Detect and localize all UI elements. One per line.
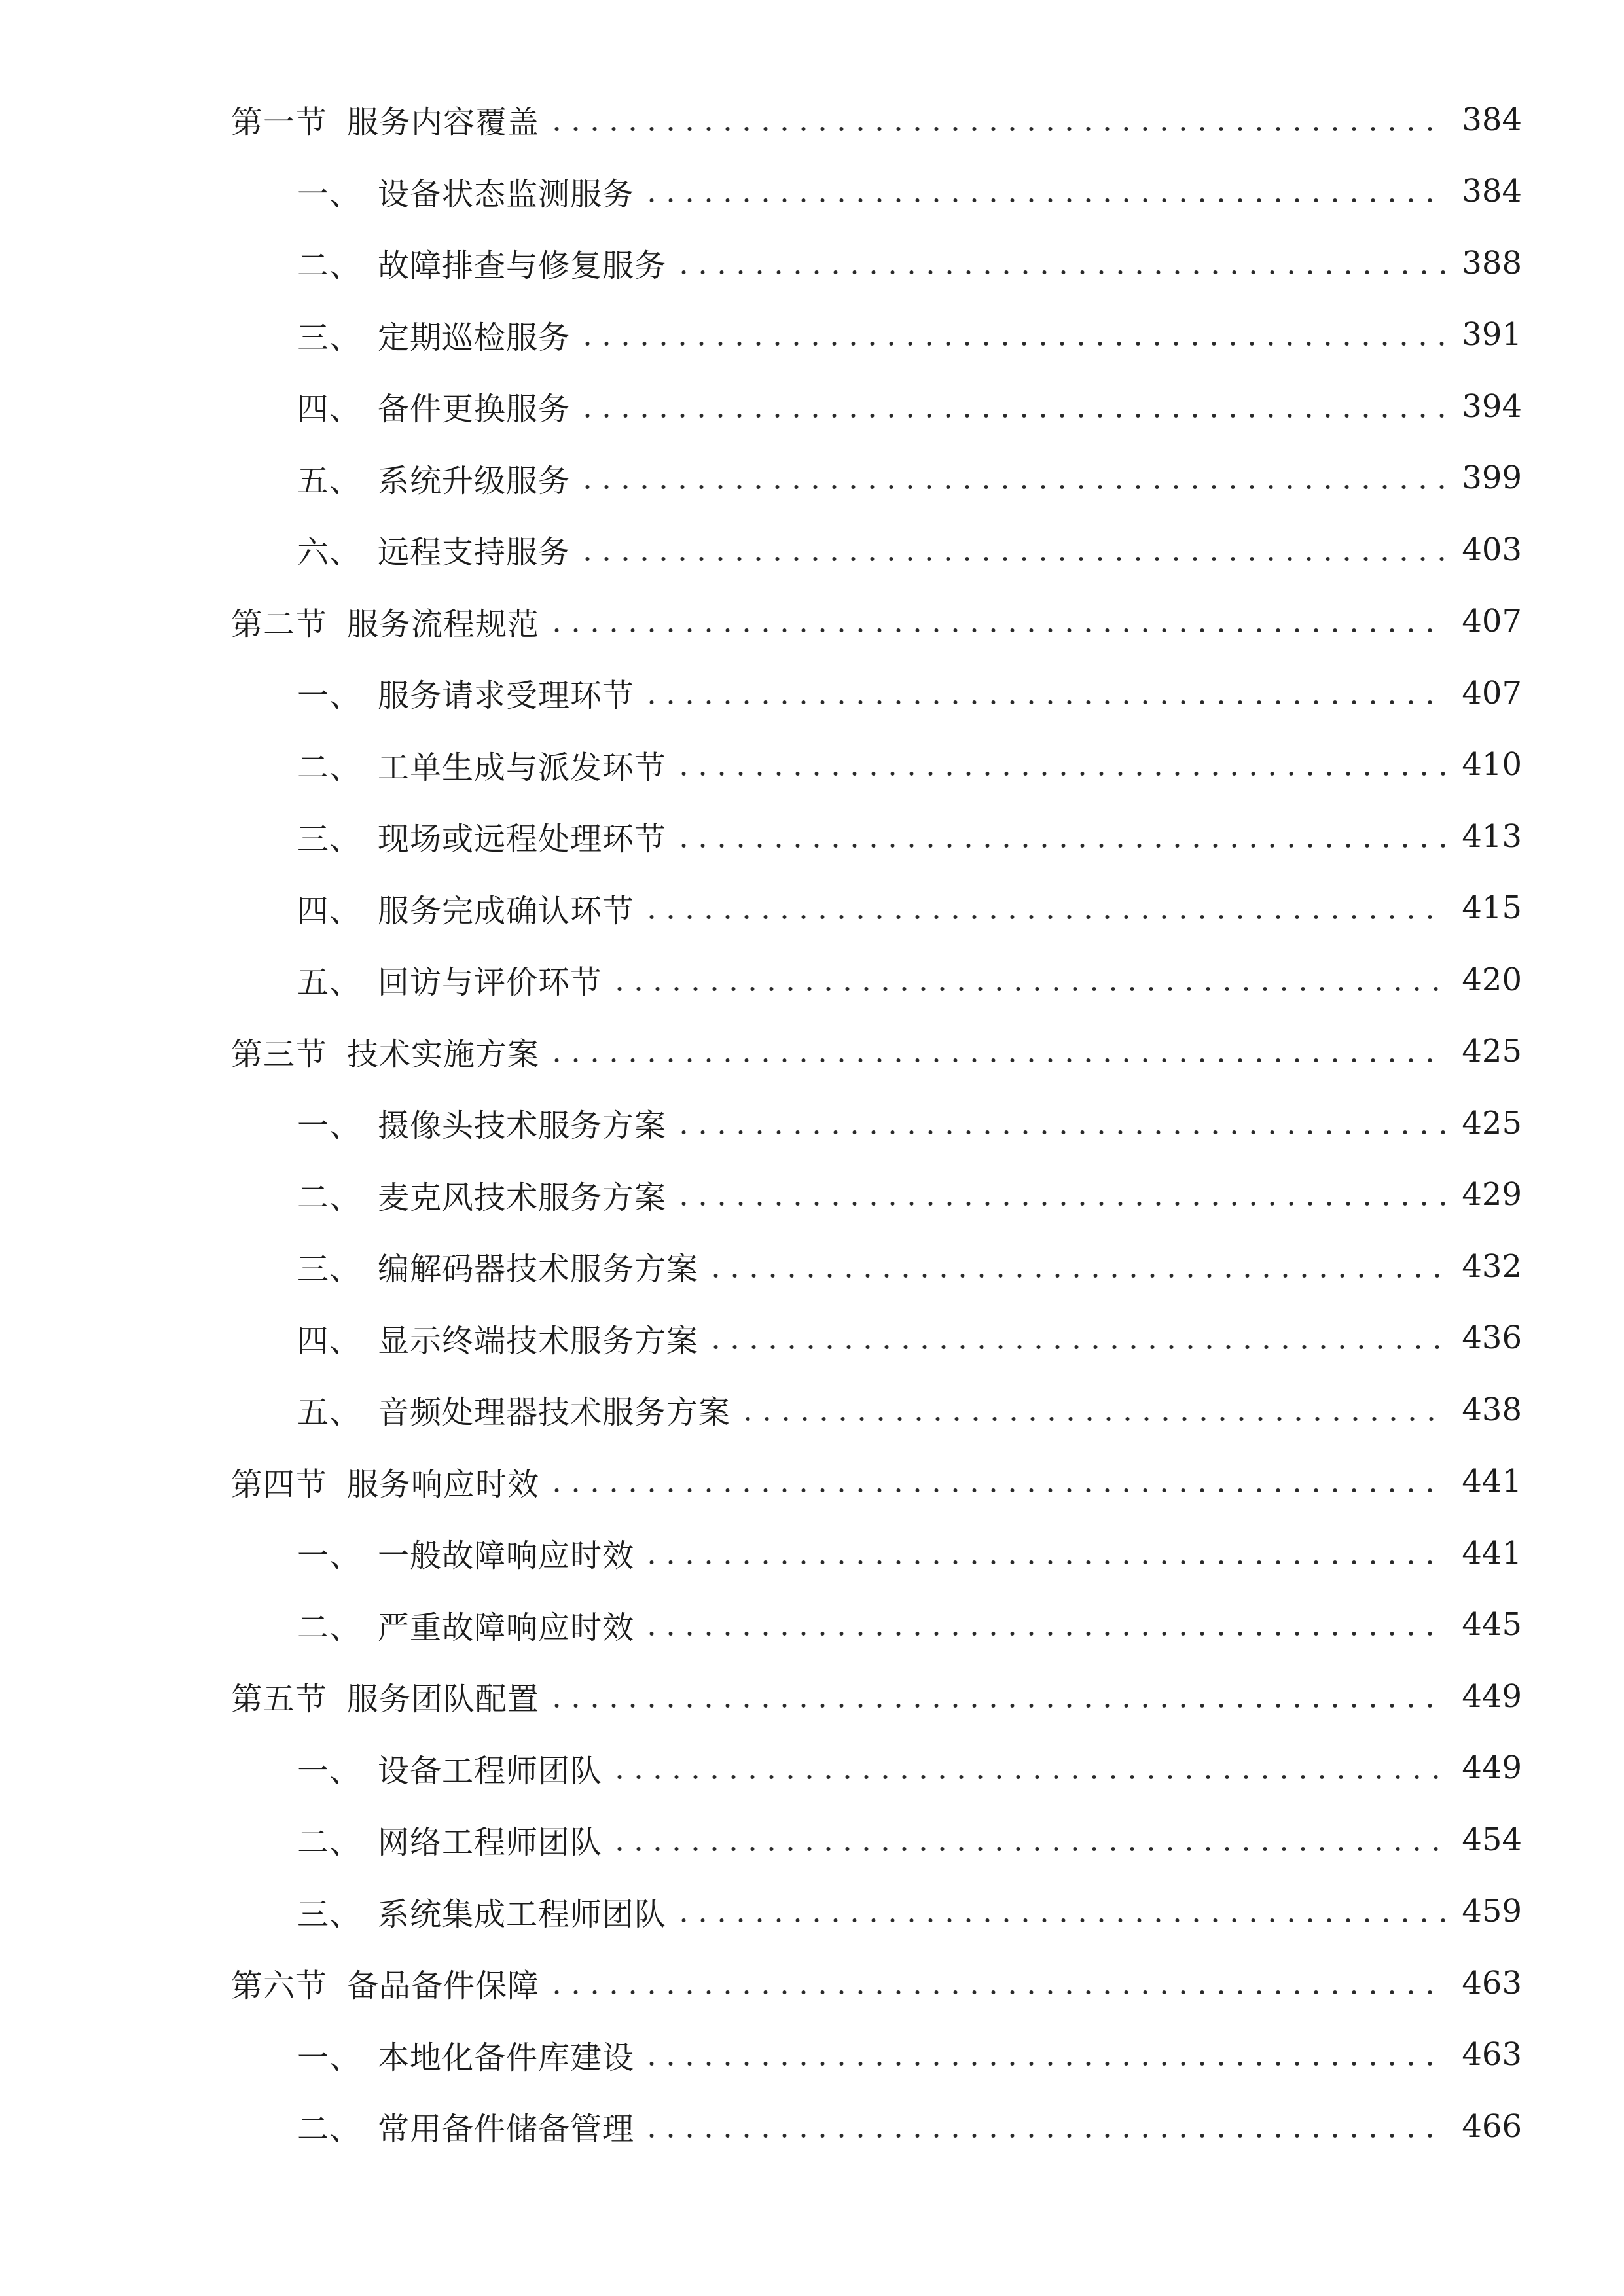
page-number: 391 [1462,316,1522,353]
page-number: 449 [1462,1749,1522,1787]
item-number: 三、 [297,821,362,858]
item-title: 摄像头技术服务方案 [378,1107,667,1145]
toc-item-3-3[interactable] [0,1230,1624,1302]
dot-leader [578,394,1447,419]
item-title: 严重故障响应时效 [378,1609,635,1646]
page-number: 454 [1462,1821,1522,1858]
dot-leader [706,1325,1447,1350]
item-title: 回访与评价环节 [378,964,603,1001]
toc-item-4-1[interactable] [0,1517,1624,1589]
section-label: 第六节 [231,1967,328,2005]
dot-leader [674,824,1447,849]
dot-leader [547,107,1447,132]
item-number: 二、 [297,1609,362,1646]
item-number: 二、 [297,749,362,786]
page-number: 466 [1462,2108,1522,2145]
item-title: 麦克风技术服务方案 [378,1179,667,1216]
dot-leader [642,1612,1447,1637]
dot-leader [547,1971,1447,1996]
item-number: 一、 [297,1752,362,1789]
item-number: 五、 [297,462,362,499]
dot-leader [674,1182,1447,1207]
page-number: 432 [1462,1247,1522,1285]
item-number: 二、 [297,2111,362,2148]
toc-section-5[interactable] [0,1660,1624,1732]
dot-leader [547,1684,1447,1709]
page-number: 413 [1462,817,1522,855]
item-number: 四、 [297,892,362,929]
page-number: 436 [1462,1319,1522,1357]
item-title: 服务请求受理环节 [378,677,635,715]
page-number: 415 [1462,889,1522,927]
page-number: 394 [1462,387,1522,425]
item-title: 备件更换服务 [378,391,571,428]
item-title: 本地化备件库建设 [378,2039,635,2076]
toc-section-4[interactable] [0,1446,1624,1518]
toc-item-2-4[interactable] [0,872,1624,944]
item-number: 一、 [297,677,362,715]
dot-leader [642,681,1447,706]
item-number: 一、 [297,1107,362,1145]
toc-item-4-2[interactable] [0,1589,1624,1661]
section-title: 服务流程规范 [347,605,540,643]
page-number: 463 [1462,1964,1522,2001]
item-title: 编解码器技术服务方案 [378,1251,699,1288]
toc-section-1[interactable] [0,84,1624,156]
item-title: 定期巡检服务 [378,319,571,356]
section-label: 第五节 [231,1681,328,1718]
dot-leader [642,2042,1447,2067]
dot-leader [610,1827,1447,1852]
toc-item-2-3[interactable] [0,800,1624,872]
dot-leader [706,1254,1447,1279]
dot-leader [610,1755,1447,1780]
section-label: 第三节 [231,1035,328,1073]
item-number: 五、 [297,964,362,1001]
toc-item-3-1[interactable] [0,1087,1624,1159]
dot-leader [610,967,1447,992]
page-number: 438 [1462,1391,1522,1428]
dot-leader [642,2114,1447,2139]
page-number: 425 [1462,1033,1522,1070]
table-of-contents [0,84,1624,2162]
toc-item-5-3[interactable] [0,1876,1624,1948]
page-number: 399 [1462,459,1522,497]
toc-item-6-2[interactable] [0,2090,1624,2162]
page-number: 449 [1462,1677,1522,1715]
item-number: 三、 [297,1895,362,1933]
page-number: 441 [1462,1463,1522,1500]
item-title: 网络工程师团队 [378,1824,603,1861]
page-number: 420 [1462,961,1522,998]
section-label: 第一节 [231,104,328,141]
page-number: 407 [1462,603,1522,640]
item-title: 显示终端技术服务方案 [378,1322,699,1359]
dot-leader [547,609,1447,634]
section-label: 第二节 [231,605,328,643]
item-number: 二、 [297,247,362,285]
page-number: 403 [1462,531,1522,568]
dot-leader [738,1397,1447,1422]
dot-leader [674,1899,1447,1924]
dot-leader [642,179,1447,204]
dot-leader [578,537,1447,562]
dot-leader [578,465,1447,490]
item-number: 一、 [297,1537,362,1575]
item-title: 现场或远程处理环节 [378,821,667,858]
page-number: 407 [1462,674,1522,711]
page-number: 384 [1462,173,1522,210]
item-number: 三、 [297,319,362,356]
page-number: 463 [1462,2036,1522,2073]
toc-item-1-2[interactable] [0,227,1624,299]
item-title: 故障排查与修复服务 [378,247,667,285]
toc-item-5-1[interactable] [0,1732,1624,1804]
dot-leader [674,752,1447,777]
item-title: 工单生成与派发环节 [378,749,667,786]
toc-item-1-1[interactable] [0,156,1624,228]
toc-section-3[interactable] [0,1016,1624,1088]
dot-leader [642,895,1447,920]
item-number: 五、 [297,1394,362,1431]
item-number: 四、 [297,1322,362,1359]
item-number: 一、 [297,175,362,213]
page-number: 445 [1462,1606,1522,1643]
item-title: 系统集成工程师团队 [378,1895,667,1933]
dot-leader [674,251,1447,276]
item-number: 三、 [297,1251,362,1288]
item-number: 二、 [297,1179,362,1216]
page-number: 410 [1462,746,1522,783]
page-number: 441 [1462,1534,1522,1571]
item-title: 一般故障响应时效 [378,1537,635,1575]
item-title: 设备状态监测服务 [378,175,635,213]
toc-item-1-4[interactable] [0,370,1624,442]
page-number: 388 [1462,244,1522,281]
page-number: 425 [1462,1104,1522,1141]
page-number: 429 [1462,1176,1522,1213]
dot-leader [578,322,1447,347]
dot-leader [547,1469,1447,1494]
toc-section-6[interactable] [0,1947,1624,2019]
section-title: 服务团队配置 [347,1681,540,1718]
toc-item-6-1[interactable] [0,2019,1624,2091]
item-title: 服务完成确认环节 [378,892,635,929]
toc-item-3-2[interactable] [0,1159,1624,1231]
toc-item-2-1[interactable] [0,657,1624,729]
toc-item-1-3[interactable] [0,299,1624,371]
item-number: 一、 [297,2039,362,2076]
toc-item-3-5[interactable] [0,1374,1624,1446]
toc-item-1-5[interactable] [0,442,1624,514]
item-title: 常用备件储备管理 [378,2111,635,2148]
dot-leader [642,1541,1447,1566]
dot-leader [674,1111,1447,1136]
page-number: 384 [1462,101,1522,138]
item-title: 系统升级服务 [378,462,571,499]
item-title: 音频处理器技术服务方案 [378,1394,731,1431]
toc-section-2[interactable] [0,586,1624,658]
toc-item-3-4[interactable] [0,1302,1624,1374]
section-title: 技术实施方案 [347,1035,540,1073]
page-number: 459 [1462,1893,1522,1930]
item-number: 四、 [297,391,362,428]
section-label: 第四节 [231,1465,328,1503]
item-title: 设备工程师团队 [378,1752,603,1789]
toc-item-5-2[interactable] [0,1804,1624,1876]
section-title: 服务响应时效 [347,1465,540,1503]
toc-item-2-5[interactable] [0,944,1624,1016]
item-number: 二、 [297,1824,362,1861]
item-number: 六、 [297,534,362,571]
section-title: 服务内容覆盖 [347,104,540,141]
section-title: 备品备件保障 [347,1967,540,2005]
item-title: 远程支持服务 [378,534,571,571]
toc-item-1-6[interactable] [0,514,1624,586]
toc-item-2-2[interactable] [0,729,1624,801]
dot-leader [547,1039,1447,1064]
